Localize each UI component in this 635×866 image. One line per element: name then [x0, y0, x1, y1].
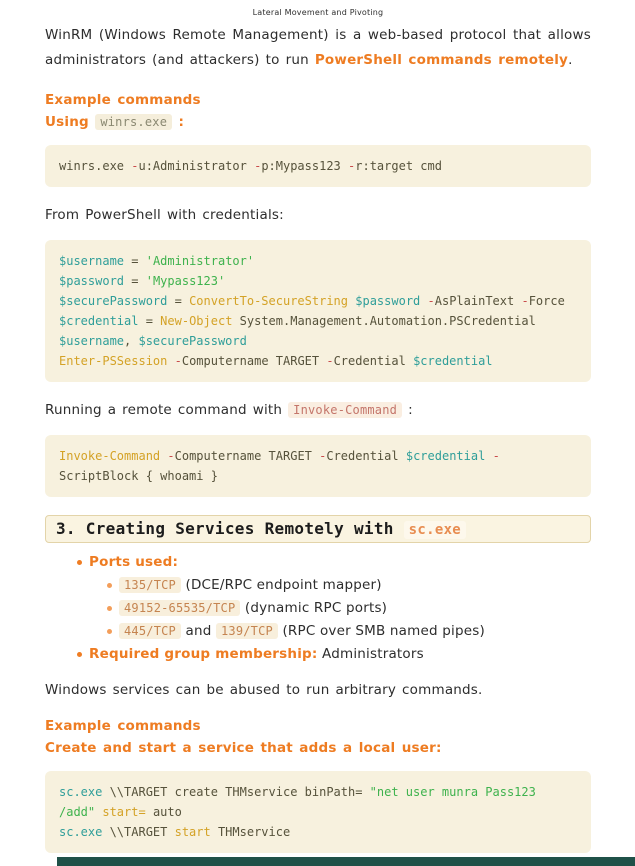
code-token: ScriptBlock { whoami } — [59, 469, 218, 483]
code-token: New-Object — [160, 314, 233, 328]
code-token: - — [348, 159, 356, 173]
text-segment: (dynamic RPC ports) — [240, 600, 388, 616]
code-line — [59, 351, 577, 371]
code-token: winrs.exe — [59, 159, 132, 173]
services-abuse-paragraph — [45, 678, 591, 703]
code-token: - — [131, 159, 139, 173]
list-item — [45, 597, 591, 620]
text-segment: Windows services can be abused to run arbitrary commands. — [45, 682, 483, 698]
inline-code: 445/TCP — [119, 623, 181, 639]
code-block-powershell-credentials — [45, 240, 591, 382]
code-token: Computername TARGET — [174, 449, 320, 463]
code-token: sc.exe — [59, 785, 103, 799]
text-segment: Example commands — [45, 718, 201, 734]
code-line — [59, 291, 577, 311]
code-token: $username — [59, 334, 125, 348]
code-line — [59, 822, 577, 842]
text-segment: Administrators — [317, 646, 424, 662]
code-token: $username — [59, 254, 125, 268]
code-token: u:Administrator — [138, 159, 255, 173]
code-token: $credential — [405, 449, 486, 463]
code-token: Credential — [326, 449, 406, 463]
code-token: r:target cmd — [355, 159, 442, 173]
code-token — [420, 294, 427, 308]
code-token: THMservice — [210, 825, 291, 839]
list-item — [45, 574, 591, 597]
inline-code: 49152-65535/TCP — [119, 600, 240, 616]
code-line — [59, 802, 577, 822]
code-token: "net user munra Pass123 — [369, 785, 536, 799]
code-token: - — [174, 354, 182, 368]
code-line — [59, 331, 577, 351]
example-commands-title-2 — [45, 715, 591, 737]
code-token: $securePassword — [138, 334, 247, 348]
text-segment: Required group membership: — [89, 646, 318, 662]
text-segment: 3. Creating Services Remotely with — [56, 519, 404, 538]
list-item — [45, 620, 591, 643]
code-token: Computername TARGET — [181, 354, 327, 368]
text-segment: . — [568, 52, 573, 68]
code-token: - — [319, 449, 327, 463]
text-segment: WinRM (Windows Remote Management) is a web-based protocol that allows administrators (and attackers) to run — [45, 27, 591, 68]
code-token: Credential — [333, 354, 414, 368]
code-token: \\TARGET create THMservice binPath= — [102, 785, 370, 799]
code-line — [59, 156, 577, 176]
text-segment: Ports used: — [89, 554, 179, 570]
code-token: = — [124, 274, 146, 288]
example-commands-title-1 — [45, 89, 591, 111]
code-line — [59, 782, 577, 802]
inline-code: sc.exe — [404, 521, 466, 539]
text-segment: Create and start a service that adds a local user: — [45, 740, 442, 756]
code-token: $securePassword — [59, 294, 168, 308]
code-token: \\TARGET — [102, 825, 175, 839]
code-line — [59, 446, 577, 466]
code-token: , — [124, 334, 139, 348]
code-token: - — [492, 449, 500, 463]
code-token: start= — [102, 805, 146, 819]
code-token: - — [254, 159, 262, 173]
text-segment: : — [172, 114, 185, 130]
inline-code: 139/TCP — [216, 623, 278, 639]
code-token: $credential — [413, 354, 493, 368]
page-header-title: Lateral Movement and Pivoting — [252, 8, 384, 17]
intro-paragraph — [45, 23, 591, 73]
text-segment: and — [180, 623, 216, 639]
code-line — [59, 271, 577, 291]
text-segment: PowerShell commands remotely — [314, 52, 569, 68]
code-block-sc-exe — [45, 771, 591, 853]
code-token — [485, 449, 492, 463]
next-section-divider-bar — [57, 857, 635, 866]
code-token: $password — [59, 274, 125, 288]
list-item — [45, 551, 591, 574]
code-token: ConvertTo-SecureString — [189, 294, 349, 308]
text-segment: (RPC over SMB named pipes) — [277, 623, 485, 639]
code-token: Force — [528, 294, 565, 308]
code-token: - — [167, 449, 175, 463]
code-token: Enter-PSSession — [59, 354, 168, 368]
code-token: = — [167, 294, 190, 308]
code-line — [59, 466, 577, 486]
code-token: - — [521, 294, 529, 308]
code-token: - — [427, 294, 435, 308]
inline-code: Invoke-Command — [288, 402, 402, 418]
code-token — [167, 354, 174, 368]
using-winrs-line — [45, 111, 591, 133]
code-token: AsPlainText — [434, 294, 522, 308]
code-token: Invoke-Command — [59, 449, 161, 463]
code-block-winrs — [45, 145, 591, 187]
code-token: System.Management.Automation.PSCredential — [232, 314, 536, 328]
code-token: p:Mypass123 — [261, 159, 349, 173]
from-powershell-paragraph — [45, 203, 591, 228]
code-token: - — [326, 354, 334, 368]
code-token: = — [124, 254, 146, 268]
section-heading-creating-services — [45, 515, 591, 543]
code-token: 'Mypass123' — [145, 274, 226, 288]
text-segment: Running a remote command with — [45, 402, 289, 418]
invoke-command-paragraph — [45, 398, 591, 423]
code-block-invoke-command — [45, 435, 591, 497]
text-segment: Using — [45, 114, 96, 130]
code-token: /add" — [59, 805, 96, 819]
code-token: $credential — [59, 314, 139, 328]
inline-code: 135/TCP — [119, 577, 181, 593]
text-segment: (DCE/RPC endpoint mapper) — [180, 577, 382, 593]
code-token: auto — [145, 805, 182, 819]
code-token: sc.exe — [59, 825, 103, 839]
code-line — [59, 311, 577, 331]
create-service-line — [45, 737, 591, 759]
code-token: = — [138, 314, 161, 328]
code-line — [59, 251, 577, 271]
list-item — [45, 643, 591, 666]
text-segment: : — [402, 402, 413, 418]
code-token: start — [174, 825, 211, 839]
code-token: $password — [355, 294, 421, 308]
text-segment: Example commands — [45, 92, 201, 108]
text-segment: From PowerShell with credentials: — [45, 207, 284, 223]
inline-code: winrs.exe — [95, 114, 172, 130]
ports-bullet-list — [45, 551, 591, 666]
code-token: 'Administrator' — [145, 254, 255, 268]
